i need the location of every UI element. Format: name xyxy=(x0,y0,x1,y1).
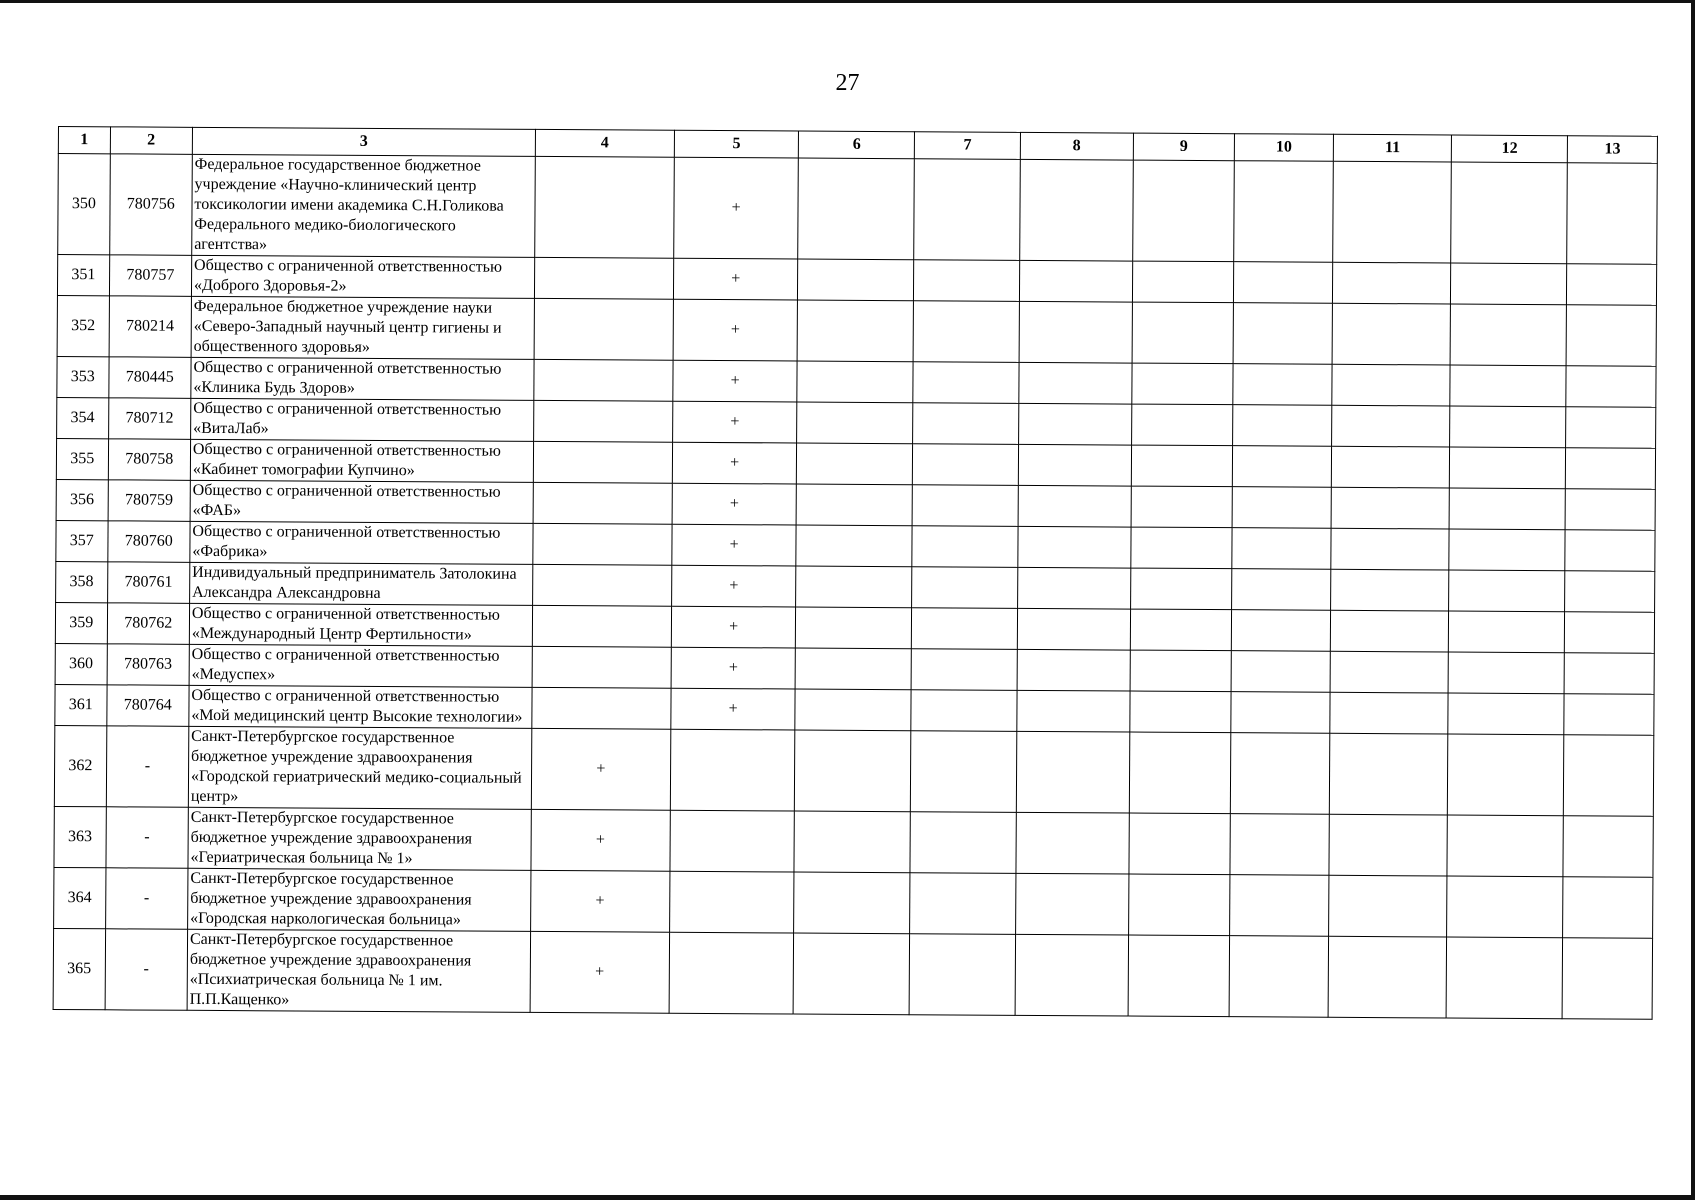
registry-code-cell: - xyxy=(105,929,188,1011)
column-7-empty-cell xyxy=(914,159,1020,261)
column-13-empty-cell xyxy=(1562,938,1652,1020)
column-13-empty-cell xyxy=(1565,489,1655,531)
column-9-empty-cell xyxy=(1128,935,1230,1017)
column-13-empty-cell xyxy=(1565,530,1655,572)
column-5-mark-cell: + xyxy=(671,647,796,689)
column-5-mark-cell: + xyxy=(671,688,796,730)
column-7-empty-cell xyxy=(912,526,1018,568)
column-11-empty-cell xyxy=(1330,692,1448,734)
registry-code-cell: 780761 xyxy=(107,562,190,604)
register-table xyxy=(53,126,1658,1020)
column-header-10: 10 xyxy=(1234,134,1333,162)
column-6-empty-cell xyxy=(798,158,915,260)
column-8-empty-cell xyxy=(1019,260,1132,302)
column-6-empty-cell xyxy=(796,607,912,649)
column-10-empty-cell xyxy=(1233,364,1332,406)
column-6-empty-cell xyxy=(797,443,913,485)
organization-name-cell: Общество с ограниченной ответственностью «ВитаЛаб» xyxy=(191,398,534,441)
organization-name-cell: Санкт-Петербургское государственное бюджетное учреждение здравоохранения «Гериатрическая больница № 1» xyxy=(188,807,531,870)
column-9-empty-cell xyxy=(1130,609,1231,651)
column-11-empty-cell xyxy=(1331,528,1449,570)
column-8-empty-cell xyxy=(1018,485,1131,527)
registry-code-cell: - xyxy=(106,726,189,808)
column-13-empty-cell xyxy=(1566,366,1656,408)
organization-name-cell: Общество с ограниченной ответственностью «Доброго Здоровья-2» xyxy=(191,255,534,298)
column-8-empty-cell xyxy=(1017,690,1130,732)
column-12-empty-cell xyxy=(1451,263,1567,305)
column-8-empty-cell xyxy=(1018,526,1131,568)
registry-code-cell: 780445 xyxy=(109,357,192,399)
column-header-11: 11 xyxy=(1333,134,1451,162)
column-4-mark-cell: + xyxy=(531,809,671,871)
registry-code-cell: 780214 xyxy=(109,296,192,358)
column-7-empty-cell xyxy=(912,608,1018,650)
column-13-empty-cell xyxy=(1567,264,1657,306)
row-number-cell: 358 xyxy=(56,561,108,602)
column-10-empty-cell xyxy=(1230,814,1330,876)
column-10-empty-cell xyxy=(1234,161,1334,263)
organization-name-cell: Общество с ограниченной ответственностью «Медуспех» xyxy=(189,644,532,687)
organization-name-cell: Федеральное бюджетное учреждение науки «Северо-Западный научный центр гигиены и общественного здоровья» xyxy=(191,296,534,359)
row-number-cell: 355 xyxy=(56,438,108,479)
organization-name-cell: Санкт-Петербургское государственное бюджетное учреждение здравоохранения «Психиатрическая больница № 1 им. П.П.Кащенко» xyxy=(187,929,530,1012)
column-4-mark-cell: + xyxy=(530,870,670,932)
column-4-mark-cell xyxy=(533,482,672,524)
column-9-empty-cell xyxy=(1130,691,1231,733)
column-5-mark-cell xyxy=(670,729,795,811)
table-row xyxy=(54,725,1653,816)
column-8-empty-cell xyxy=(1017,608,1130,650)
column-12-empty-cell xyxy=(1447,815,1563,877)
column-4-mark-cell xyxy=(534,156,674,258)
column-9-empty-cell xyxy=(1130,568,1231,610)
row-number-cell: 354 xyxy=(57,397,109,438)
column-6-empty-cell xyxy=(795,648,911,690)
column-10-empty-cell xyxy=(1229,936,1329,1018)
row-number-cell: 362 xyxy=(54,725,106,806)
column-13-empty-cell xyxy=(1565,612,1655,654)
table-row xyxy=(54,806,1653,877)
column-4-mark-cell xyxy=(534,359,673,401)
column-9-empty-cell xyxy=(1131,486,1232,528)
column-13-empty-cell xyxy=(1565,571,1655,613)
column-5-mark-cell xyxy=(670,871,795,933)
column-9-empty-cell xyxy=(1129,732,1231,814)
column-8-empty-cell xyxy=(1015,873,1128,935)
column-11-empty-cell xyxy=(1332,303,1450,365)
column-9-empty-cell xyxy=(1131,527,1232,569)
column-13-empty-cell xyxy=(1563,877,1653,939)
registry-code-cell: 780712 xyxy=(108,398,191,440)
column-4-mark-cell xyxy=(532,564,671,606)
registry-code-cell: 780763 xyxy=(107,644,190,686)
column-8-empty-cell xyxy=(1020,159,1133,261)
column-10-empty-cell xyxy=(1230,733,1330,815)
column-12-empty-cell xyxy=(1450,447,1566,489)
column-11-empty-cell xyxy=(1333,161,1452,263)
column-12-empty-cell xyxy=(1449,529,1565,571)
column-4-mark-cell xyxy=(534,298,674,360)
row-number-cell: 352 xyxy=(57,295,109,356)
column-12-empty-cell xyxy=(1450,406,1566,448)
column-11-empty-cell xyxy=(1333,262,1451,304)
column-9-empty-cell xyxy=(1130,650,1231,692)
column-10-empty-cell xyxy=(1232,446,1331,488)
column-header-9: 9 xyxy=(1133,133,1234,161)
column-11-empty-cell xyxy=(1330,610,1448,652)
column-7-empty-cell xyxy=(914,260,1020,302)
column-11-empty-cell xyxy=(1331,446,1449,488)
scan-border-right xyxy=(1691,0,1695,1200)
organization-name-cell: Индивидуальный предприниматель Затолокина Александра Александровна xyxy=(190,562,533,605)
column-12-empty-cell xyxy=(1448,693,1564,735)
column-10-empty-cell xyxy=(1233,405,1332,447)
row-number-cell: 361 xyxy=(55,684,107,725)
row-number-cell: 364 xyxy=(54,867,106,928)
column-7-empty-cell xyxy=(912,567,1018,609)
column-12-empty-cell xyxy=(1449,611,1565,653)
column-11-empty-cell xyxy=(1332,364,1450,406)
organization-name-cell: Общество с ограниченной ответственностью «Международный Центр Фертильности» xyxy=(189,603,532,646)
table-row xyxy=(54,867,1653,938)
column-5-mark-cell: + xyxy=(673,258,798,300)
column-11-empty-cell xyxy=(1331,487,1449,529)
row-number-cell: 350 xyxy=(58,154,110,255)
registry-code-cell: 780762 xyxy=(107,603,190,645)
column-7-empty-cell xyxy=(913,301,1019,363)
registry-code-cell: 780759 xyxy=(108,480,191,522)
column-11-empty-cell xyxy=(1329,814,1447,876)
column-12-empty-cell xyxy=(1451,162,1568,264)
organization-name-cell: Федеральное государственное бюджетное учреждение «Научно-клинический центр токсикологии имени академика С.Н.Голикова Федерального медико-биологического агентства» xyxy=(192,154,535,257)
column-6-empty-cell xyxy=(796,484,912,526)
column-10-empty-cell xyxy=(1232,569,1331,611)
registry-code-cell: 780757 xyxy=(109,255,192,297)
table-row xyxy=(58,154,1658,265)
column-7-empty-cell xyxy=(911,690,1017,732)
column-6-empty-cell xyxy=(797,300,913,362)
column-11-empty-cell xyxy=(1328,936,1447,1018)
column-6-empty-cell xyxy=(793,933,910,1015)
registry-code-cell: 780758 xyxy=(108,439,191,481)
row-number-cell: 353 xyxy=(57,356,109,397)
column-9-empty-cell xyxy=(1132,302,1234,364)
column-11-empty-cell xyxy=(1331,569,1449,611)
column-13-empty-cell xyxy=(1567,163,1657,265)
column-12-empty-cell xyxy=(1447,876,1563,938)
column-10-empty-cell xyxy=(1231,692,1330,734)
registry-code-cell: 780756 xyxy=(109,154,192,256)
column-9-empty-cell xyxy=(1132,363,1233,405)
row-number-cell: 360 xyxy=(55,643,107,684)
column-4-mark-cell xyxy=(533,400,672,442)
column-5-mark-cell: + xyxy=(673,299,798,361)
column-7-empty-cell xyxy=(913,403,1019,445)
column-6-empty-cell xyxy=(794,872,910,934)
column-13-empty-cell xyxy=(1564,694,1654,736)
column-9-empty-cell xyxy=(1129,813,1231,875)
column-7-empty-cell xyxy=(912,485,1018,527)
column-6-empty-cell xyxy=(797,402,913,444)
column-11-empty-cell xyxy=(1330,651,1448,693)
column-5-mark-cell: + xyxy=(671,606,796,648)
column-5-mark-cell: + xyxy=(672,483,797,525)
column-13-empty-cell xyxy=(1566,305,1656,367)
column-9-empty-cell xyxy=(1132,261,1233,303)
column-8-empty-cell xyxy=(1015,934,1128,1016)
column-10-empty-cell xyxy=(1233,262,1332,304)
column-13-empty-cell xyxy=(1563,816,1653,878)
column-header-12: 12 xyxy=(1452,135,1568,163)
registry-code-cell: - xyxy=(105,868,188,930)
column-4-mark-cell xyxy=(533,523,672,565)
column-7-empty-cell xyxy=(909,934,1015,1016)
column-9-empty-cell xyxy=(1132,160,1234,262)
scan-border-bottom xyxy=(0,1195,1695,1200)
row-number-cell: 356 xyxy=(56,479,108,520)
column-8-empty-cell xyxy=(1017,567,1130,609)
column-header-1: 1 xyxy=(58,127,110,154)
scan-border-top xyxy=(0,0,1695,3)
organization-name-cell: Санкт-Петербургское государственное бюджетное учреждение здравоохранения «Городская наркологическая больница» xyxy=(188,868,531,931)
column-10-empty-cell xyxy=(1231,610,1330,652)
column-8-empty-cell xyxy=(1019,301,1132,363)
column-12-empty-cell xyxy=(1450,365,1566,407)
row-number-cell: 363 xyxy=(54,806,106,867)
column-10-empty-cell xyxy=(1232,528,1331,570)
column-header-2: 2 xyxy=(110,127,192,155)
column-10-empty-cell xyxy=(1230,875,1330,937)
column-12-empty-cell xyxy=(1449,570,1565,612)
column-11-empty-cell xyxy=(1332,405,1450,447)
row-number-cell: 359 xyxy=(55,602,107,643)
organization-name-cell: Общество с ограниченной ответственностью «ФАБ» xyxy=(190,480,533,523)
column-10-empty-cell xyxy=(1233,303,1333,365)
row-number-cell: 357 xyxy=(56,520,108,561)
column-6-empty-cell xyxy=(796,525,912,567)
column-4-mark-cell xyxy=(532,687,671,729)
column-12-empty-cell xyxy=(1449,488,1565,530)
column-5-mark-cell: + xyxy=(673,401,798,443)
column-4-mark-cell xyxy=(532,605,671,647)
table-body xyxy=(53,154,1657,1020)
table-row xyxy=(57,295,1656,366)
column-12-empty-cell xyxy=(1448,734,1565,816)
column-5-mark-cell: + xyxy=(672,442,797,484)
page-number: 27 xyxy=(835,70,860,96)
column-12-empty-cell xyxy=(1446,937,1563,1019)
column-7-empty-cell xyxy=(911,731,1017,813)
column-8-empty-cell xyxy=(1018,444,1131,486)
column-8-empty-cell xyxy=(1019,362,1132,404)
column-header-6: 6 xyxy=(799,131,915,159)
column-4-mark-cell xyxy=(532,646,671,688)
column-10-empty-cell xyxy=(1232,487,1331,529)
column-8-empty-cell xyxy=(1018,403,1131,445)
column-7-empty-cell xyxy=(913,362,1019,404)
column-7-empty-cell xyxy=(911,649,1017,691)
column-6-empty-cell xyxy=(794,811,910,873)
column-4-mark-cell: + xyxy=(531,728,671,810)
column-header-5: 5 xyxy=(674,130,799,158)
column-13-empty-cell xyxy=(1566,448,1656,490)
column-8-empty-cell xyxy=(1016,812,1129,874)
column-11-empty-cell xyxy=(1329,733,1448,815)
registry-code-cell: 780760 xyxy=(108,521,191,563)
column-13-empty-cell xyxy=(1564,653,1654,695)
column-header-4: 4 xyxy=(535,129,674,157)
column-header-8: 8 xyxy=(1020,132,1133,160)
column-8-empty-cell xyxy=(1016,731,1129,813)
column-6-empty-cell xyxy=(796,566,912,608)
column-6-empty-cell xyxy=(798,259,914,301)
registry-code-cell: 780764 xyxy=(107,685,190,727)
column-10-empty-cell xyxy=(1231,651,1330,693)
column-7-empty-cell xyxy=(913,444,1019,486)
column-12-empty-cell xyxy=(1448,652,1564,694)
column-4-mark-cell: + xyxy=(530,931,670,1013)
registry-code-cell: - xyxy=(106,807,189,869)
column-9-empty-cell xyxy=(1128,874,1230,936)
organization-name-cell: Общество с ограниченной ответственностью «Мой медицинский центр Высокие технологии» xyxy=(189,685,532,728)
row-number-cell: 365 xyxy=(53,928,105,1009)
column-12-empty-cell xyxy=(1450,304,1566,366)
column-6-empty-cell xyxy=(795,689,911,731)
column-8-empty-cell xyxy=(1017,649,1130,691)
column-9-empty-cell xyxy=(1131,404,1232,446)
table-row xyxy=(53,928,1652,1019)
column-5-mark-cell: + xyxy=(672,524,797,566)
column-header-3: 3 xyxy=(192,127,535,156)
column-9-empty-cell xyxy=(1131,445,1232,487)
organization-name-cell: Общество с ограниченной ответственностью «Кабинет томографии Купчино» xyxy=(190,439,533,482)
organization-name-cell: Санкт-Петербургское государственное бюджетное учреждение здравоохранения «Городской гериатрический медико-социальный центр» xyxy=(188,726,531,809)
column-5-mark-cell xyxy=(669,932,794,1014)
column-5-mark-cell: + xyxy=(672,565,797,607)
column-5-mark-cell: + xyxy=(673,360,798,402)
column-5-mark-cell xyxy=(670,810,795,872)
organization-name-cell: Общество с ограниченной ответственностью «Клиника Будь Здоров» xyxy=(191,357,534,400)
column-4-mark-cell xyxy=(533,441,672,483)
column-header-7: 7 xyxy=(915,132,1021,160)
row-number-cell: 351 xyxy=(57,255,109,296)
column-13-empty-cell xyxy=(1564,735,1654,817)
column-6-empty-cell xyxy=(797,361,913,403)
organization-name-cell: Общество с ограниченной ответственностью «Фабрика» xyxy=(190,521,533,564)
column-7-empty-cell xyxy=(910,812,1016,874)
column-header-13: 13 xyxy=(1568,136,1658,164)
column-6-empty-cell xyxy=(795,730,912,812)
column-7-empty-cell xyxy=(910,873,1016,935)
column-11-empty-cell xyxy=(1329,875,1447,937)
column-13-empty-cell xyxy=(1566,407,1656,449)
column-5-mark-cell: + xyxy=(674,157,799,259)
column-4-mark-cell xyxy=(534,257,673,299)
